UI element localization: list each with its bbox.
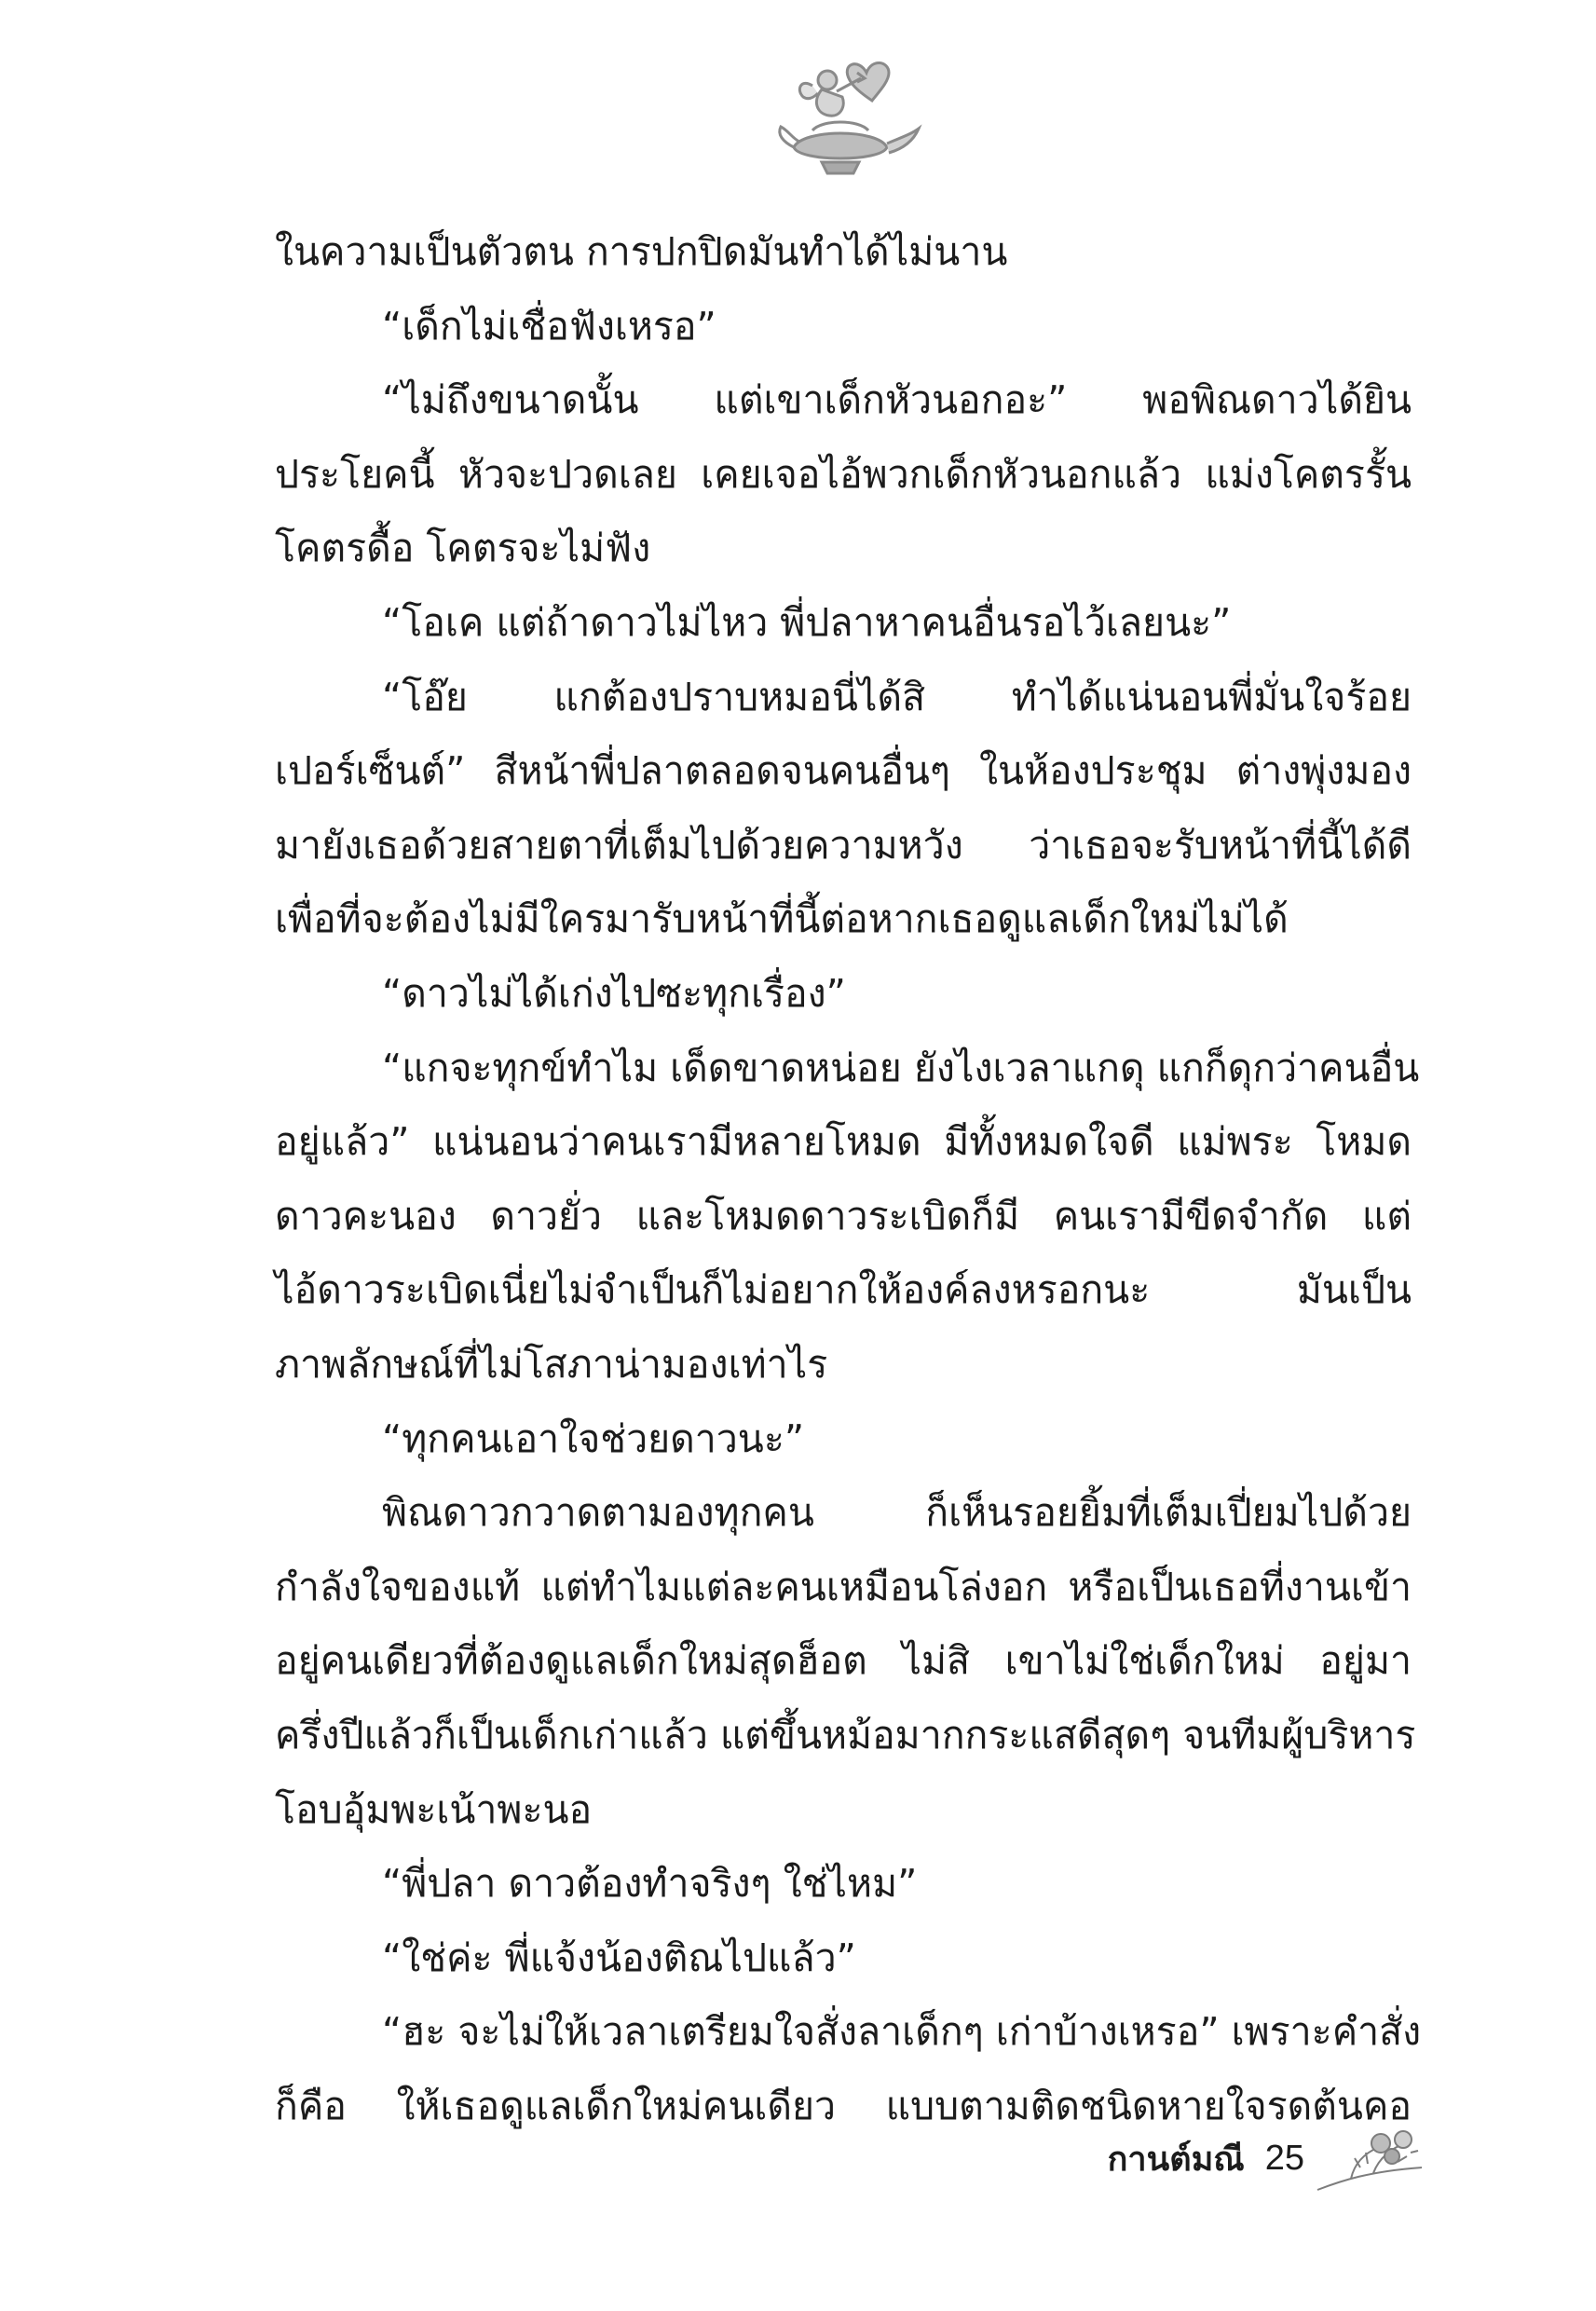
author-name: กานต์มณี — [1107, 2140, 1245, 2179]
cupid-teapot-icon — [757, 45, 924, 185]
text-line: ครึ่งปีแล้วก็เป็นเด็กเก่าแล้ว แต่ขึ้นหม้อมากกระแสดีสุดๆ จนทีมผู้บริหาร — [275, 1713, 1416, 1757]
text-line: ประโยคนี้ หัวจะปวดเลย เคยเจอไอ้พวกเด็กหัวนอกแล้ว แม่งโคตรรั้น — [275, 451, 1412, 497]
text-line: “แกจะทุกข์ทำไม เด็ดขาดหน่อย ยังไงเวลาแกดุ แกก็ดุกว่าคนอื่น — [382, 1045, 1420, 1090]
text-line: ไอ้ดาวระเบิดเนี่ยไม่จำเป็นก็ไม่อยากให้องค์ลงหรอกนะ มันเป็น — [275, 1267, 1412, 1313]
text-line: เพื่อที่จะต้องไม่มีใครมารับหน้าที่นี้ต่อหากเธอดูแลเด็กใหม่ไม่ได้ — [275, 896, 1289, 942]
text-line: กำลังใจของแท้ แต่ทำไมแต่ละคนเหมือนโล่งอก หรือเป็นเธอที่งานเข้า — [275, 1564, 1412, 1609]
page-number: 25 — [1264, 2138, 1304, 2178]
flower-sprig-icon — [1314, 2115, 1425, 2199]
text-line: “ฮะ จะไม่ให้เวลาเตรียมใจสั่งลาเด็กๆ เก่าบ้างเหรอ” เพราะคำสั่ง — [382, 2009, 1422, 2055]
text-line: “ดาวไม่ได้เก่งไปซะทุกเรื่อง” — [382, 971, 846, 1016]
text-line: โคตรดื้อ โคตรจะไม่ฟัง — [275, 526, 651, 571]
text-line: ภาพลักษณ์ที่ไม่โสภาน่ามองเท่าไร — [275, 1342, 828, 1387]
text-line: พิณดาวกวาดตามองทุกคน ก็เห็นรอยยิ้มที่เต็มเปี่ยมไปด้วย — [382, 1490, 1412, 1536]
text-line: อยู่แล้ว” แน่นอนว่าคนเรามีหลายโหมด มีทั้งหมดใจดี แม่พระ โหมด — [275, 1119, 1412, 1165]
text-line: ในความเป็นตัวตน การปกปิดมันทำได้ไม่นาน — [275, 229, 1008, 274]
text-line: ก็คือ ให้เธอดูแลเด็กใหม่คนเดียว แบบตามติดชนิดหายใจรดต้นคอ — [275, 2084, 1412, 2128]
text-line: “เด็กไม่เชื่อฟังเหรอ” — [382, 303, 716, 349]
text-line: ดาวคะนอง ดาวยั่ว และโหมดดาวระเบิดก็มี คนเรามีขีดจำกัด แต่ — [275, 1193, 1412, 1238]
text-line: “ใช่ค่ะ พี่แจ้งน้องติณไปแล้ว” — [382, 1935, 856, 1980]
text-line: โอบอุ้มพะเน้าพะนอ — [275, 1786, 593, 1832]
text-line: “โอ๊ย แกต้องปราบหมอนี่ได้สิ ทำได้แน่นอนพี่มั่นใจร้อย — [382, 674, 1412, 719]
text-line: เปอร์เซ็นต์” สีหน้าพี่ปลาตลอดจนคนอื่นๆ ในห้องประชุม ต่างพุ่งมอง — [275, 748, 1412, 794]
text-line: อยู่คนเดียวที่ต้องดูแลเด็กใหม่สุดฮ็อต ไม่สิ เขาไม่ใช่เด็กใหม่ อยู่มา — [275, 1638, 1412, 1684]
text-line: “ไม่ถึงขนาดนั้น แต่เขาเด็กหัวนอกอะ” พอพิณดาวได้ยิน — [382, 377, 1412, 423]
page-footer — [1108, 2130, 1304, 2186]
text-line: “ทุกคนเอาใจช่วยดาวนะ” — [382, 1415, 805, 1461]
text-line: “โอเค แต่ถ้าดาวไม่ไหว พี่ปลาหาคนอื่นรอไว้เลยนะ” — [382, 600, 1232, 645]
text-line: มายังเธอด้วยสายตาที่เต็มไปด้วยความหวัง ว่าเธอจะรับหน้าที่นี้ได้ดี — [275, 822, 1412, 868]
text-line: “พี่ปลา ดาวต้องทำจริงๆ ใช่ไหม” — [382, 1861, 918, 1907]
